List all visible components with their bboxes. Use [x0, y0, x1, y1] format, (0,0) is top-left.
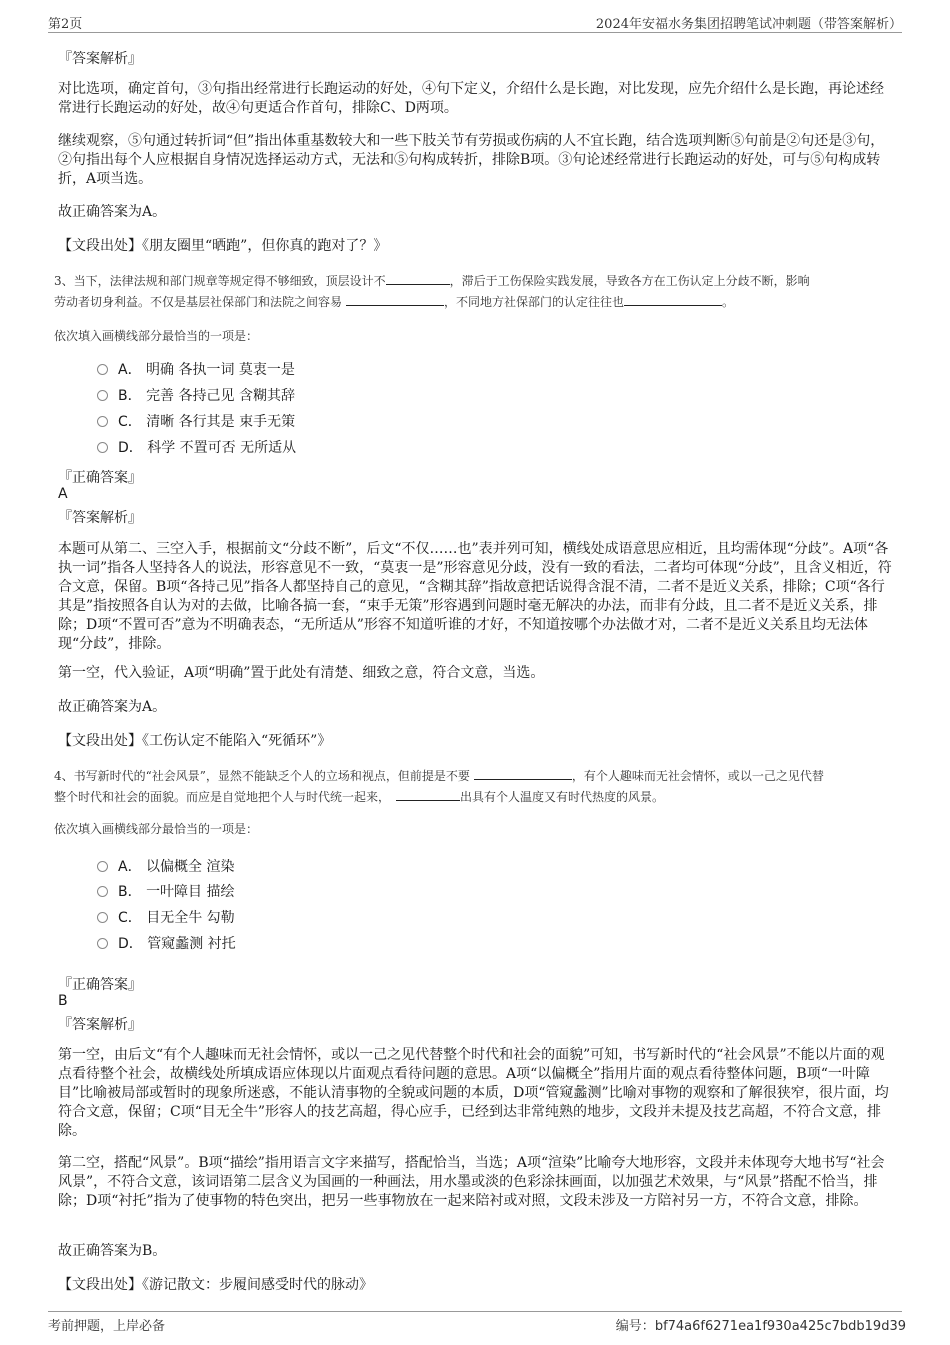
q4-blank-1[interactable] [474, 767, 572, 780]
q3-analysis-para-1: 本题可从第二、三空入手，根据前文“分歧不断”，后文“不仅……也”表并列可知，横线处成语意思应相近，且均需体现“分歧”。A项“各执一词”指各人坚持各人的说法，形容意见不一致，“莫衷一是”形容意见分歧，没有一致的看法，二者均可体现“分歧”，且含义相近，符合文意，保留。B项“各持己见”指各人都坚持自己的意见，“含糊其辞”指故意把话说得含混不清，二者不是近义关系，排除；C项“各行其是”指按照各自认为对的去做，比喻各搞一套，“束手无策”形容遇到问题时毫无解决的办法，而非有分歧，且二者不是近义关系，排除；D项“不置可否”意为不明确表态，“无所适从”形容不知道听谁的才好，不知道按哪个办法做才对，二者不是近义关系且均无法体现“分歧”，排除。 [58, 541, 892, 652]
q3-blank-2[interactable] [346, 293, 444, 306]
q4-option-b[interactable]: B． 一叶障目 描绘 [97, 883, 235, 901]
q4-stem: 4、书写新时代的“社会风景”，显然不能缺乏个人的立场和视点，但前提是不要 ，有个人趣味而无社会情怀，或以一己之见代替 整个时代和社会的面貌。而应是自觉地把个人与时代统一起来， 出具有个人温度又有时代热度的风景。 [54, 769, 824, 804]
q4-analysis-para-1: 第一空，由后文“有个人趣味而无社会情怀，或以一己之见代替整个时代和社会的面貌”可知，书写新时代的“社会风景”不能以片面的观点看待整个社会，故横线处所填成语应体现以片面观点看待问题的意思。A项“以偏概全”指用片面的观点看待整体问题，B项“一叶障目”比喻被局部或暂时的现象所迷惑，不能认清事物的全貌或问题的本质，D项“管窥蠡测”比喻对事物的观察和了解很狭窄，很片面，均符合文意，保留；C项“目无全牛”形容人的技艺高超，得心应手，已经到达非常纯熟的地步，文段并未提及技艺高超，不符合文意，排除。 [58, 1047, 889, 1139]
q3-blank-3[interactable] [624, 293, 722, 306]
q3-option-a[interactable]: A． 明确 各执一词 莫衷一是 [97, 361, 295, 379]
q3-correct-label: 『正确答案』 [58, 470, 142, 486]
q4-correct-label: 『正确答案』 [58, 977, 142, 993]
q2-analysis-label: 『答案解析』 [58, 51, 142, 67]
radio-icon[interactable] [97, 861, 108, 872]
q4-answer-line: 故正确答案为B。 [58, 1243, 167, 1259]
q3-prompt: 依次填入画横线部分最恰当的一项是： [54, 329, 259, 343]
q4-option-d[interactable]: D． 管窥蠡测 衬托 [97, 935, 236, 953]
q3-answer-line: 故正确答案为A。 [58, 699, 167, 715]
radio-icon[interactable] [97, 442, 108, 453]
q4-correct-answer: B [58, 993, 68, 1009]
header-rule [48, 32, 902, 33]
q4-blank-2[interactable] [396, 788, 460, 801]
q2-analysis-para-1: 对比选项，确定首句，③句指出经常进行长跑运动的好处，④句下定义，介绍什么是长跑，对比发现，应先介绍什么是长跑，再论述经常进行长跑运动的好处，故④句更适合作首句，排除C、D两项。 [58, 81, 884, 116]
q3-analysis-para-2: 第一空，代入验证，A项“明确”置于此处有清楚、细致之意，符合文意，当选。 [58, 665, 545, 681]
document-code: 编号：bf74a6f6271ea1f930a425c7bdb19d39 [615, 1319, 906, 1334]
radio-icon[interactable] [97, 938, 108, 949]
q4-option-a[interactable]: A． 以偏概全 渲染 [97, 858, 234, 876]
q4-analysis-para-2: 第二空，搭配“风景”。B项“描绘”指用语言文字来描写，搭配恰当，当选；A项“渲染”比喻夸大地形容，文段并未体现夸大地书写“社会风景”，不符合文意，该词语第二层含义为国画的一种画法，用水墨或淡的色彩涂抹画面，以加强艺术效果，与“风景”搭配不恰当，排除；D项“衬托”指为了使事物的特色突出，把另一些事物放在一起来陪衬或对照，文段未涉及一方陪衬另一方，不符合文意，排除。 [58, 1155, 885, 1209]
q3-option-d[interactable]: D． 科学 不置可否 无所适从 [97, 439, 296, 457]
footer-rule [48, 1311, 902, 1312]
q3-correct-answer: A [58, 486, 68, 502]
q3-stem: 3、当下，法律法规和部门规章等规定得不够细致，顶层设计不 ，滞后于工伤保险实践发展，导致各方在工伤认定上分歧不断，影响 劳动者切身利益。不仅是基层社保部门和法院之间容易 ，不同地方社保部门的认定往往也 。 [54, 274, 810, 309]
q4-source: 【文段出处】《游记散文：步履间感受时代的脉动》 [58, 1277, 373, 1293]
radio-icon[interactable] [97, 912, 108, 923]
q3-analysis-label: 『答案解析』 [58, 510, 142, 526]
q3-blank-1[interactable] [386, 272, 450, 285]
q4-prompt: 依次填入画横线部分最恰当的一项是： [54, 822, 259, 836]
q2-source: 【文段出处】《朋友圈里“晒跑”，但你真的跑对了？》 [58, 238, 388, 254]
footer-slogan: 考前押题，上岸必备 [48, 1319, 166, 1334]
q2-analysis-para-2: 继续观察，⑤句通过转折词“但”指出体重基数较大和一些下肢关节有劳损或伤病的人不宜长跑，结合选项判断⑤句前是②句还是③句，②句指出每个人应根据自身情况选择运动方式，无法和⑤句构成转折，排除B项。③句论述经常进行长跑运动的好处，可与⑤句构成转折，A项当选。 [58, 133, 885, 187]
q3-option-b[interactable]: B． 完善 各持己见 含糊其辞 [97, 387, 295, 405]
radio-icon[interactable] [97, 390, 108, 401]
q3-source: 【文段出处】《工伤认定不能陷入“死循环”》 [58, 733, 332, 749]
page-number: 第2页 [48, 17, 83, 32]
document-title: 2024年安福水务集团招聘笔试冲刺题（带答案解析） [595, 17, 902, 32]
q4-option-c[interactable]: C． 目无全牛 勾勒 [97, 909, 235, 927]
q3-option-c[interactable]: C． 清晰 各行其是 束手无策 [97, 413, 295, 431]
radio-icon[interactable] [97, 886, 108, 897]
radio-icon[interactable] [97, 364, 108, 375]
radio-icon[interactable] [97, 416, 108, 427]
q2-answer-line: 故正确答案为A。 [58, 204, 167, 220]
q4-analysis-label: 『答案解析』 [58, 1017, 142, 1033]
